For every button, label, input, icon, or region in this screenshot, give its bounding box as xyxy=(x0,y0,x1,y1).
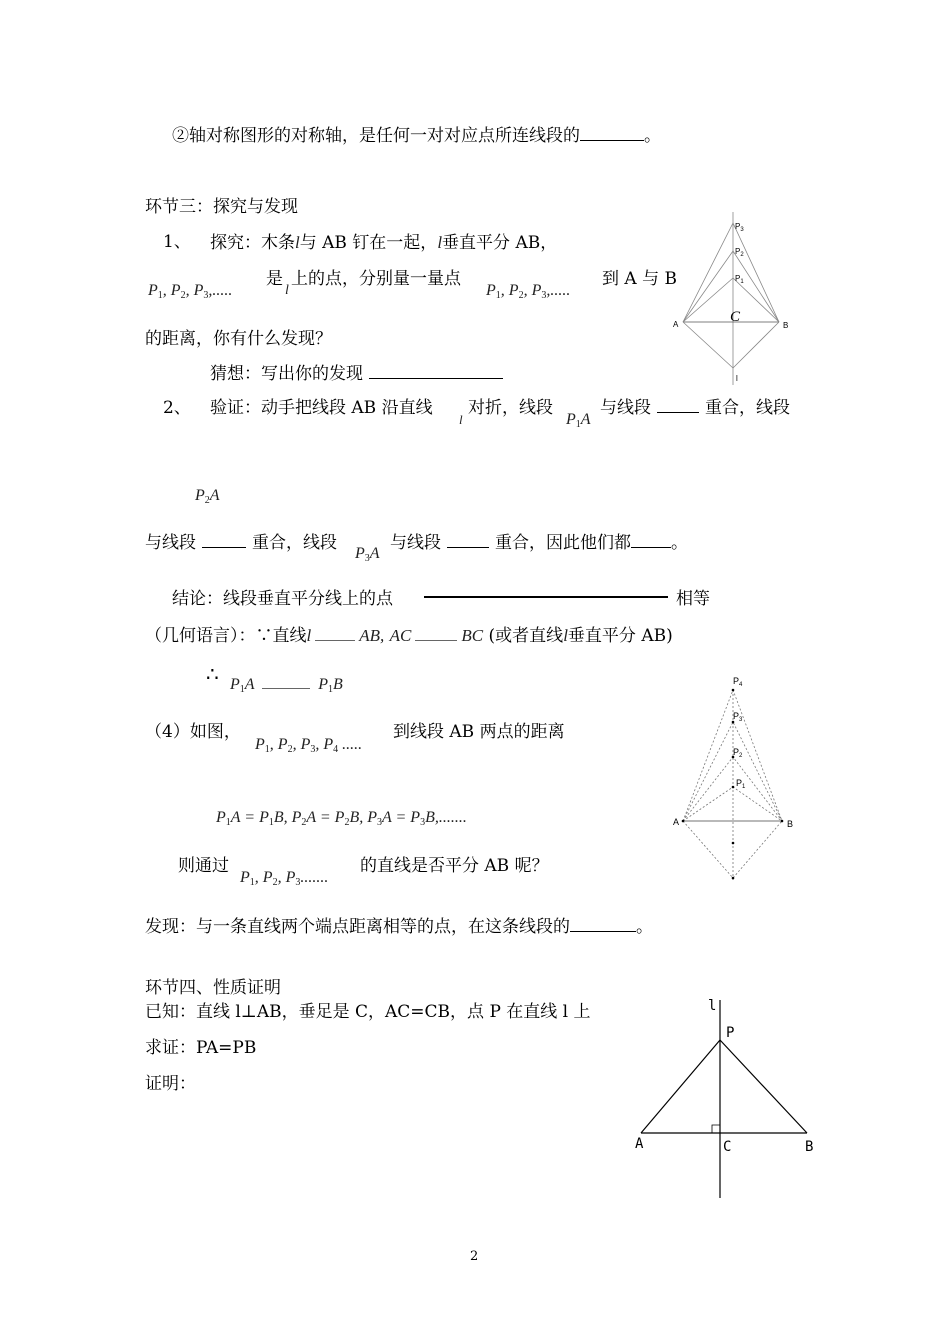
text: 发现：与一条直线两个端点距离相等的点，在这条线段的 xyxy=(145,917,570,937)
text: 重合，因此他们都 xyxy=(495,533,631,553)
fig1-label-p3: $P_3$ xyxy=(735,222,744,233)
fig3-label-b: B xyxy=(805,1139,814,1155)
fig1-label-b: B xyxy=(783,321,789,330)
fig1-p3-lines xyxy=(683,223,779,322)
text: 与 AB 钉在一起， xyxy=(299,233,438,253)
line-l-symbol: l xyxy=(437,233,443,252)
proof-line: 证明： xyxy=(145,1074,196,1094)
points-list-2: $P_1$, $P_2$, $P_3$,..... xyxy=(486,282,571,301)
conclusion-b: 相等 xyxy=(676,589,710,609)
fig2-label-p4: $P_4$ xyxy=(733,676,743,688)
section3-title: 环节三：探究与发现 xyxy=(145,197,298,217)
fig3-segment-pb xyxy=(720,1040,807,1133)
text: （几何语言）：∵直线 xyxy=(145,626,307,646)
conclusion-a: 结论：线段垂直平分线上的点 xyxy=(172,589,393,609)
fig2-point-a xyxy=(682,820,685,823)
statement-text: ②轴对称图形的对称轴，是任何一对对应点所连线段的 xyxy=(172,126,580,146)
line-l-symbol: l xyxy=(563,626,568,645)
fig1-label-c: C xyxy=(730,309,741,325)
segment-bc: BC xyxy=(461,626,484,645)
fig3-label-l: l xyxy=(708,998,717,1014)
points-list-3: $P_1$, $P_2$, $P_3$, $P_4$ ..... xyxy=(255,736,363,755)
item1-number: 1、 xyxy=(163,232,191,252)
points-list-4: $P_1$, $P_2$, $P_3$....... xyxy=(240,869,329,888)
item4-a: （4）如图， xyxy=(145,722,241,742)
fig3-right-angle-mark xyxy=(712,1125,720,1133)
line-l-symbol: l xyxy=(306,626,312,645)
text: 探究：木条 xyxy=(210,233,295,253)
fig1-lower-lines xyxy=(683,322,779,368)
fig2-point-p1 xyxy=(732,786,735,789)
segment-p2a: $P_2A$ xyxy=(195,487,220,506)
text: 与线段 xyxy=(145,533,196,553)
fig2-point-lower1 xyxy=(732,842,735,845)
equalities: $P_1A = P_1B$, $P_2A = P_2B$, $P_3A = P_3B$,....... xyxy=(216,809,467,828)
text: 猜想：写出你的发现 xyxy=(210,364,363,384)
fig3-segment-pa xyxy=(641,1040,720,1133)
item2-number: 2、 xyxy=(163,398,191,418)
item2-a: 验证：动手把线段 AB 沿直线 xyxy=(210,398,433,418)
text: 垂直平分 AB) xyxy=(567,626,673,646)
line-l-symbol: l xyxy=(459,412,463,427)
points-list-1: $P_1$, $P_2$, $P_3$,..... xyxy=(148,282,233,301)
fig2-point-lower2 xyxy=(732,877,735,880)
text: 重合，线段 xyxy=(252,533,337,553)
fig2-p2-lines xyxy=(683,757,782,821)
fig1-label-a: A xyxy=(673,320,679,329)
item2-b: 对折，线段 xyxy=(468,398,553,418)
fig2-label-a: A xyxy=(673,817,680,827)
text: 与线段 xyxy=(390,533,441,553)
text: 重合，线段 xyxy=(705,398,790,418)
item1-d: 是 xyxy=(266,269,283,289)
period: 。 xyxy=(636,917,653,937)
fig2-label-p3: $P_3$ xyxy=(733,711,743,723)
given-line: 已知：直线 l⊥AB，垂足是 C，AC=CB，点 P 在直线 l 上 xyxy=(145,1002,591,1022)
segment-ac: AC xyxy=(389,626,412,645)
fig3-label-a: A xyxy=(635,1136,644,1152)
fig1-label-p2: $P_2$ xyxy=(735,247,744,258)
fig1-label-p1: $P_1$ xyxy=(735,274,744,285)
text: (或者直线 xyxy=(488,626,564,646)
fig3-label-p: P xyxy=(726,1025,735,1041)
item4-b: 到线段 AB 两点的距离 xyxy=(393,722,565,742)
fig2-point-p4 xyxy=(732,689,735,692)
fig2-label-p2: $P_2$ xyxy=(733,747,743,759)
segment-p3a: $P_3A$ xyxy=(355,545,380,564)
fig2-p3-lines xyxy=(683,722,782,821)
text: 垂直平分 AB， xyxy=(442,233,558,253)
segment-ab: AB, xyxy=(359,626,385,645)
item1-g: 的距离，你有什么发现？ xyxy=(145,329,332,349)
therefore-symbol: ∴ xyxy=(206,662,219,686)
line-l-symbol: l xyxy=(295,233,300,252)
ask-a: 则通过 xyxy=(178,856,229,876)
period: 。 xyxy=(644,126,661,146)
text: 与线段 xyxy=(600,398,651,418)
prove-line: 求证：PA=PB xyxy=(145,1038,257,1058)
fig2-point-b xyxy=(781,820,784,823)
fig2-point-p3 xyxy=(732,721,735,724)
p1a-p1b: $P_1A$ $P_1B$ xyxy=(230,676,343,695)
item1-f: 到 A 与 B xyxy=(602,269,677,289)
line-l-symbol: l xyxy=(285,283,289,298)
fig2-lower-lines xyxy=(683,821,782,878)
page-number: 2 xyxy=(470,1249,479,1264)
ask-b: 的直线是否平分 AB 呢？ xyxy=(360,856,549,876)
segment-p1a: $P_1A$ xyxy=(566,411,591,430)
section4-title: 环节四、性质证明 xyxy=(145,978,281,998)
fig2-label-b: B xyxy=(787,819,794,829)
fig3-label-c: C xyxy=(723,1139,732,1155)
item1-e: 上的点，分别量一量点 xyxy=(291,269,461,289)
period: 。 xyxy=(671,533,688,553)
fig1-label-l: l xyxy=(736,374,738,383)
fig2-label-p1: $P_1$ xyxy=(736,778,746,790)
